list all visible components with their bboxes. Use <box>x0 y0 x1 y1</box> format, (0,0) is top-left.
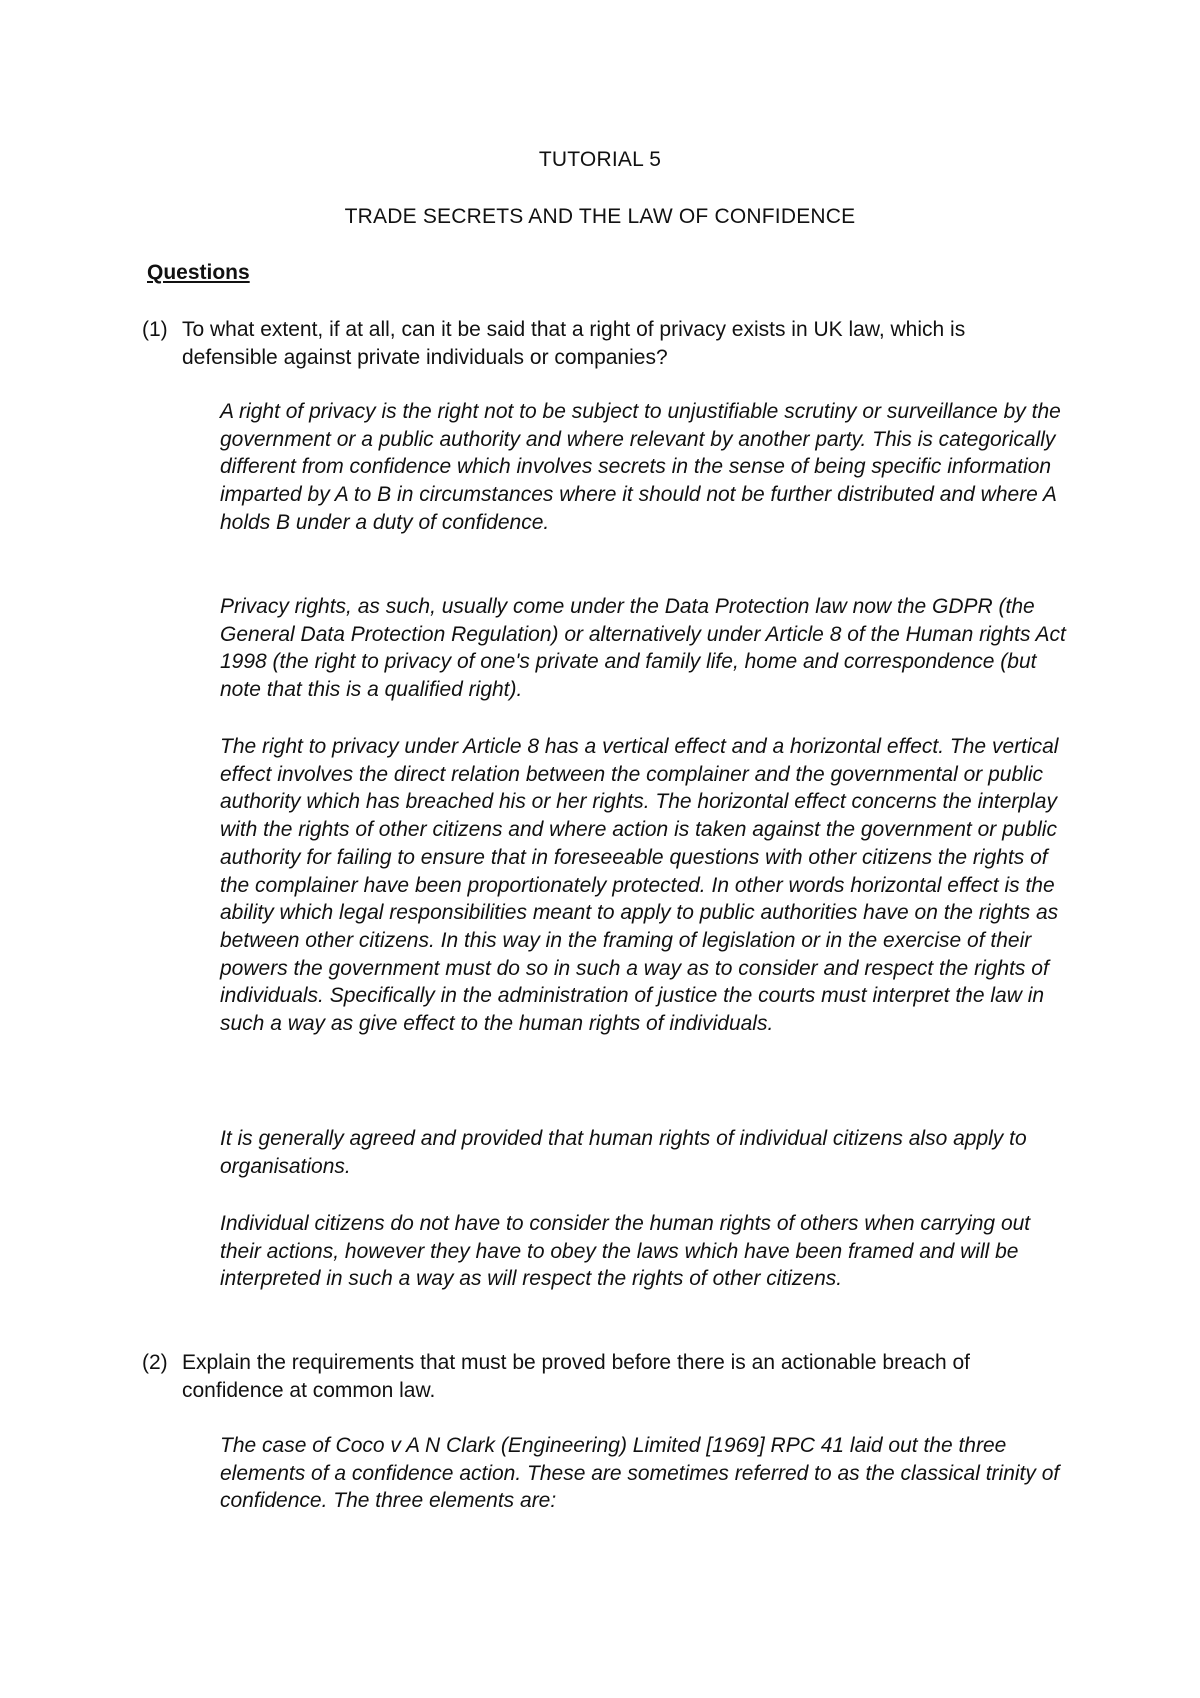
tutorial-label: TUTORIAL 5 <box>538 148 662 171</box>
question-number: (2) <box>142 1351 168 1374</box>
answer-paragraph: It is generally agreed and provided that human rights of individual citizens also apply to organisations. <box>220 1127 1027 1178</box>
question-text: Explain the requirements that must be proved before there is an actionable breach of confidence at common law. <box>182 1351 970 1402</box>
answer-paragraph: The case of Coco v A N Clark (Engineering) Limited [1969] RPC 41 laid out the three elements of a confidence action. These are sometimes referred to as the classical trinity of confidence. The three elements are: <box>220 1434 1060 1513</box>
question-number: (1) <box>142 318 168 341</box>
question-text: To what extent, if at all, can it be said that a right of privacy exists in UK law, which is defensible against private individuals or companies? <box>182 318 966 369</box>
question-2 <box>142 1349 1042 1405</box>
answer-paragraph: The right to privacy under Article 8 has a vertical effect and a horizontal effect. The vertical effect involves the direct relation between the complainer and the governmental or public authority which has breached his or her rights. The horizontal effect concerns the interplay with the rights of other citizens and where action is taken against the government or public authority for failing to ensure that in foreseeable questions with other citizens the rights of the complainer have been proportionately protected. In other words horizontal effect is the ability which legal responsibilities meant to apply to public authorities have on the rights as between other citizens. In this way in the framing of legislation or in the exercise of their powers the government must do so in such a way as to consider and respect the rights of individuals. Specifically in the administration of justice the courts must interpret the law in such a way as give effect to the human rights of individuals. <box>220 735 1059 1036</box>
answer-paragraph: Privacy rights, as such, usually come under the Data Protection law now the GDPR (the General Data Protection Regulation) or alternatively under Article 8 of the Human rights Act 1998 (the right to privacy of one's private and family life, home and correspondence (but note that this is a qualified right). <box>220 595 1066 702</box>
questions-heading: Questions <box>147 261 250 284</box>
answer-paragraph: A right of privacy is the right not to be subject to unjustifiable scrutiny or surveillance by the government or a public authority and where relevant by another party. This is categorically different from confidence which involves secrets in the sense of being specific information imparted by A to B in circumstances where it should not be further distributed and where A holds B under a duty of confidence. <box>220 400 1061 534</box>
document-title: TRADE SECRETS AND THE LAW OF CONFIDENCE <box>344 205 856 228</box>
question-1 <box>142 316 1042 372</box>
answer-paragraph: Individual citizens do not have to consider the human rights of others when carrying out their actions, however they have to obey the laws which have been framed and will be interpreted in such a way as will respect the rights of other citizens. <box>220 1212 1031 1291</box>
